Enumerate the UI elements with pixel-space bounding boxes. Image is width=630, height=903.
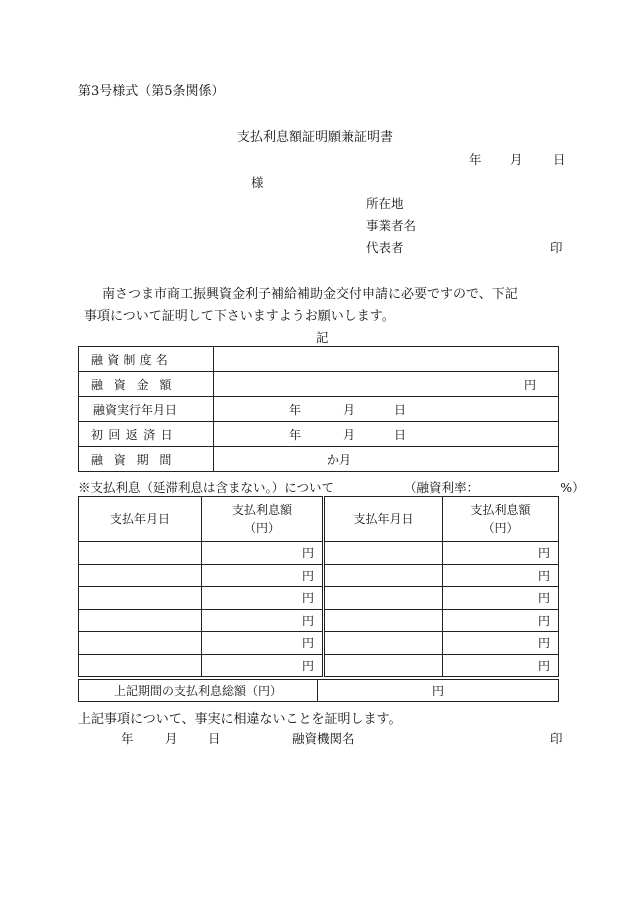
loan-row-first-repay [79,422,559,447]
header-amount-right-line1: 支払利息額 [470,503,531,517]
header-amount-right [443,497,559,542]
bottom-year: 年 [121,731,134,746]
payment-amount-cell: 円 [443,542,559,565]
payment-row [79,587,559,610]
payment-amount-cell: 円 [443,564,559,587]
payment-row [79,564,559,587]
total-value: 円 [318,680,559,702]
payment-date-cell [79,564,202,587]
certification-text: 上記事項について、事実に相違ないことを証明します。 [78,712,402,727]
total-label: 上記期間の支払利息総額（円） [79,680,318,702]
payment-date-cell [324,564,443,587]
header-amount-left [202,497,324,542]
repay-year: 年 [289,428,302,442]
loan-row-program [79,347,559,372]
loan-row-period [79,447,559,472]
loan-exec-date-label: 融資実行年月日 [79,397,214,422]
loan-period-unit: か月 [327,453,352,467]
document-title: 支払利息額証明願兼証明書 [237,130,394,145]
representative-label: 代表者 [366,240,404,255]
address-label: 所在地 [366,196,404,211]
ki-label: 記 [316,330,329,345]
bottom-month: 月 [165,731,178,746]
business-name-label: 事業者名 [366,218,417,233]
loan-info-table [78,346,559,472]
payment-row [79,654,559,677]
interest-note: ※支払利息（延滞利息は含まない。）について [78,480,335,495]
payment-date-cell [79,609,202,632]
payment-date-cell [79,542,202,565]
payment-date-cell [324,587,443,610]
payment-amount-cell: 円 [202,587,324,610]
exec-year: 年 [289,403,302,417]
loan-row-exec-date [79,397,559,422]
form-number: 第3号様式（第5条関係） [78,84,225,99]
request-line-1: 南さつま市商工振興資金利子補給補助金交付申請に必要ですので、下記 [102,287,518,302]
institution-seal: 印 [550,731,563,746]
loan-program-label: 融資制度名 [79,347,214,372]
request-line-2: 事項について証明して下さいますようお願いします。 [84,309,395,324]
header-amount-right-line2: （円） [482,521,519,535]
loan-exec-date-value [214,397,559,422]
loan-row-amount [79,372,559,397]
repay-day: 日 [394,428,407,442]
total-table [78,679,559,702]
bottom-day: 日 [208,731,221,746]
payment-date-cell [324,609,443,632]
payment-amount-cell: 円 [202,542,324,565]
loan-program-value [214,347,559,372]
payment-row [79,609,559,632]
payment-date-cell [324,632,443,655]
date-year: 年 [469,152,482,167]
date-day: 日 [553,152,566,167]
exec-month: 月 [343,403,356,417]
loan-amount-value [214,372,559,397]
total-row [79,680,559,702]
payment-table [78,496,559,677]
seal-mark: 印 [550,240,563,255]
loan-amount-unit: 円 [524,378,537,392]
date-month: 月 [510,152,523,167]
payment-row [79,632,559,655]
loan-first-repay-value [214,422,559,447]
payment-amount-cell: 円 [443,609,559,632]
payment-date-cell [324,542,443,565]
loan-period-value [214,447,559,472]
payment-date-cell [79,587,202,610]
payment-amount-cell: 円 [202,609,324,632]
header-amount-left-line2: （円） [243,521,280,535]
loan-amount-label: 融資金額 [79,372,214,397]
exec-day: 日 [394,403,407,417]
payment-amount-cell: 円 [202,632,324,655]
payment-row [79,542,559,565]
payment-amount-cell: 円 [443,654,559,677]
header-date-left: 支払年月日 [79,497,202,542]
loan-period-label: 融資期間 [79,447,214,472]
interest-rate: （融資利率： %） [404,480,585,495]
payment-amount-cell: 円 [443,587,559,610]
payment-amount-cell: 円 [443,632,559,655]
header-date-right: 支払年月日 [324,497,443,542]
payment-amount-cell: 円 [202,564,324,587]
payment-header-row [79,497,559,542]
payment-date-cell [79,632,202,655]
addressee-suffix: 様 [251,175,264,190]
payment-date-cell [79,654,202,677]
header-amount-left-line1: 支払利息額 [231,503,292,517]
repay-month: 月 [343,428,356,442]
payment-amount-cell: 円 [202,654,324,677]
payment-date-cell [324,654,443,677]
loan-first-repay-label: 初回返済日 [79,422,214,447]
institution-label: 融資機関名 [292,731,355,746]
